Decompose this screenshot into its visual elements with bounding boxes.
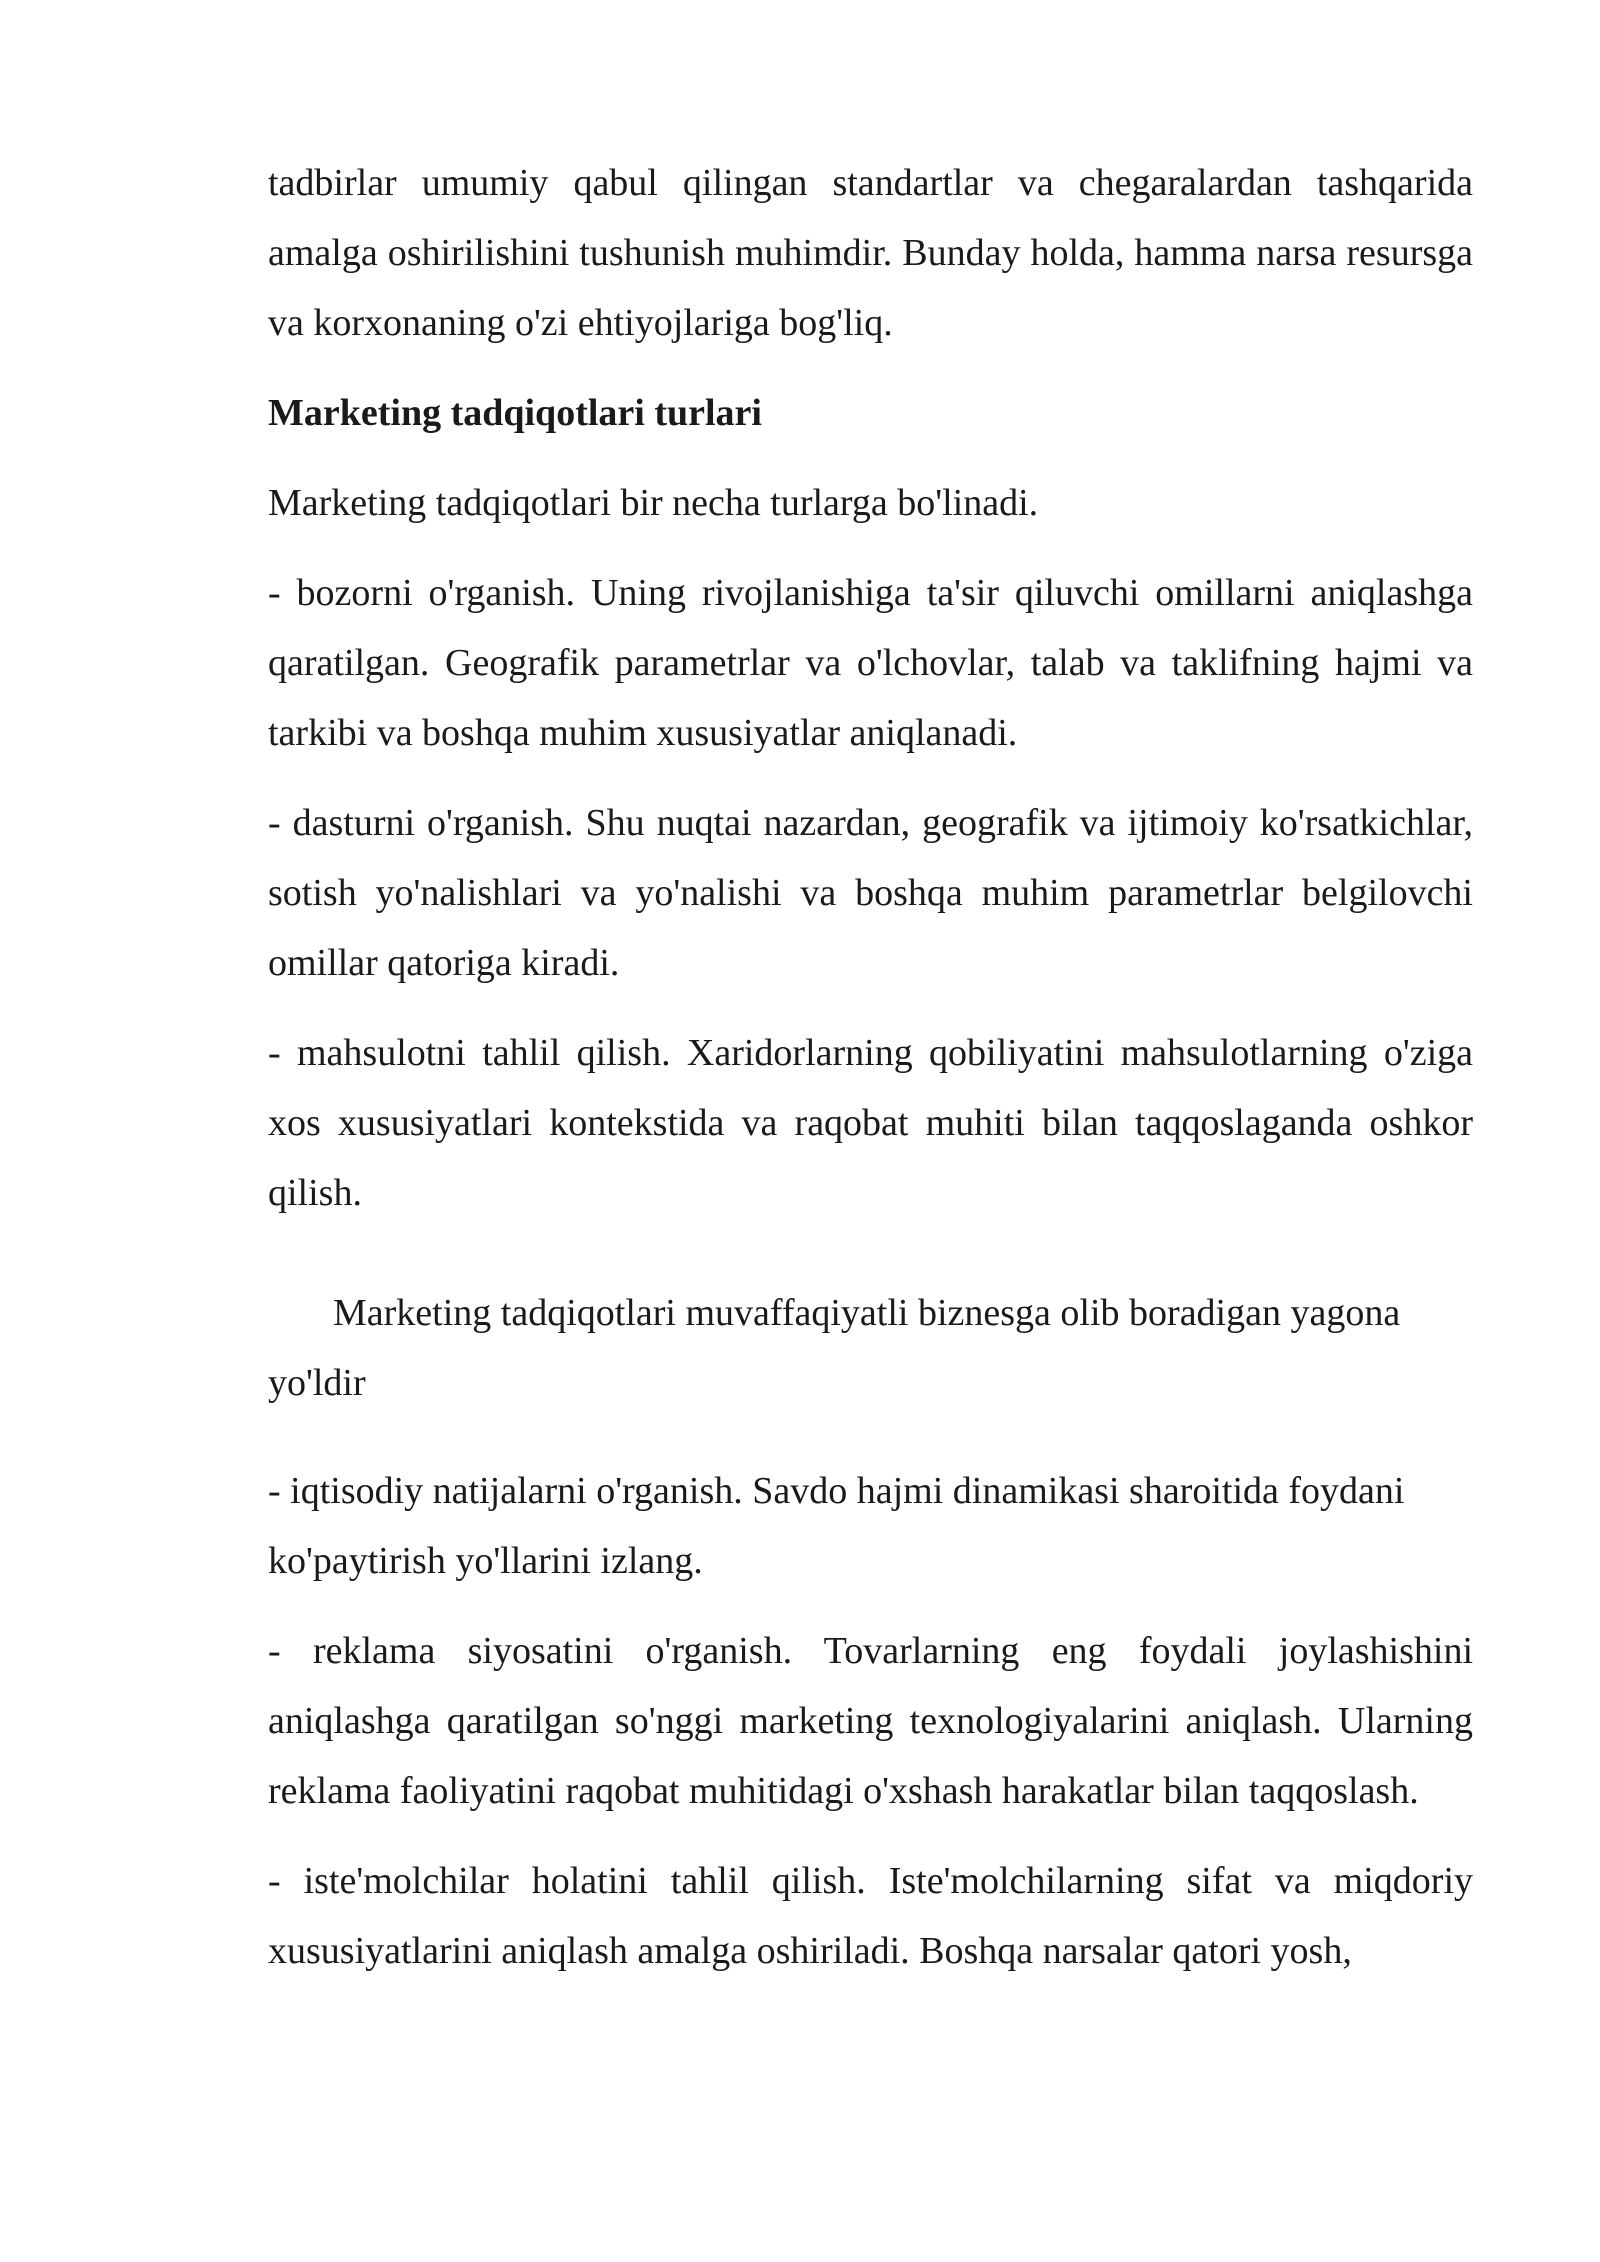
- paragraph-success-statement: Marketing tadqiqotlari muvaffaqiyatli biznesga olib boradigan yagona yo'ldir: [268, 1292, 1401, 1404]
- list-item-advertising-policy: - reklama siyosatini o'rganish. Tovarlarning eng foydali joylashishini aniqlashga qaratilgan so'nggi marketing texnologiyalarini aniqlash. Ularning reklama faoliyatini raqobat muhitidagi o'xshash harakatlar bilan taqqoslash.: [268, 1630, 1473, 1812]
- paragraph-intro-continuation: tadbirlar umumiy qabul qilingan standartlar va chegaralardan tashqarida amalga oshirilishini tushunish muhimdir. Bunday holda, hamma narsa resursga va korxonaning o'zi ehtiyojlariga bog'liq.: [268, 162, 1473, 344]
- list-item-consumer-analysis: - iste'molchilar holatini tahlil qilish. Iste'molchilarning sifat va miqdoriy xususiyatlarini aniqlash amalga oshiriladi. Boshqa narsalar qatori yosh,: [268, 1860, 1473, 1972]
- section-heading: Marketing tadqiqotlari turlari: [268, 392, 762, 434]
- paragraph-types-intro: Marketing tadqiqotlari bir necha turlarga bo'linadi.: [268, 482, 1039, 524]
- list-item-economic-results: - iqtisodiy natijalarni o'rganish. Savdo hajmi dinamikasi sharoitida foydani ko'paytirish yo'llarini izlang.: [268, 1470, 1405, 1582]
- list-item-product-analysis: - mahsulotni tahlil qilish. Xaridorlarning qobiliyatini mahsulotlarning o'ziga xos xususiyatlari kontekstida va raqobat muhiti bilan taqqoslaganda oshkor qilish.: [268, 1032, 1473, 1214]
- document-body: [268, 148, 1473, 2006]
- list-item-market-research: - bozorni o'rganish. Uning rivojlanishiga ta'sir qiluvchi omillarni aniqlashga qaratilgan. Geografik parametrlar va o'lchovlar, talab va taklifning hajmi va tarkibi va boshqa muhim xususiyatlar aniqlanadi.: [268, 572, 1473, 754]
- list-item-program-research: - dasturni o'rganish. Shu nuqtai nazardan, geografik va ijtimoiy ko'rsatkichlar, sotish yo'nalishlari va yo'nalishi va boshqa muhim parametrlar belgilovchi omillar qatoriga kiradi.: [268, 802, 1473, 984]
